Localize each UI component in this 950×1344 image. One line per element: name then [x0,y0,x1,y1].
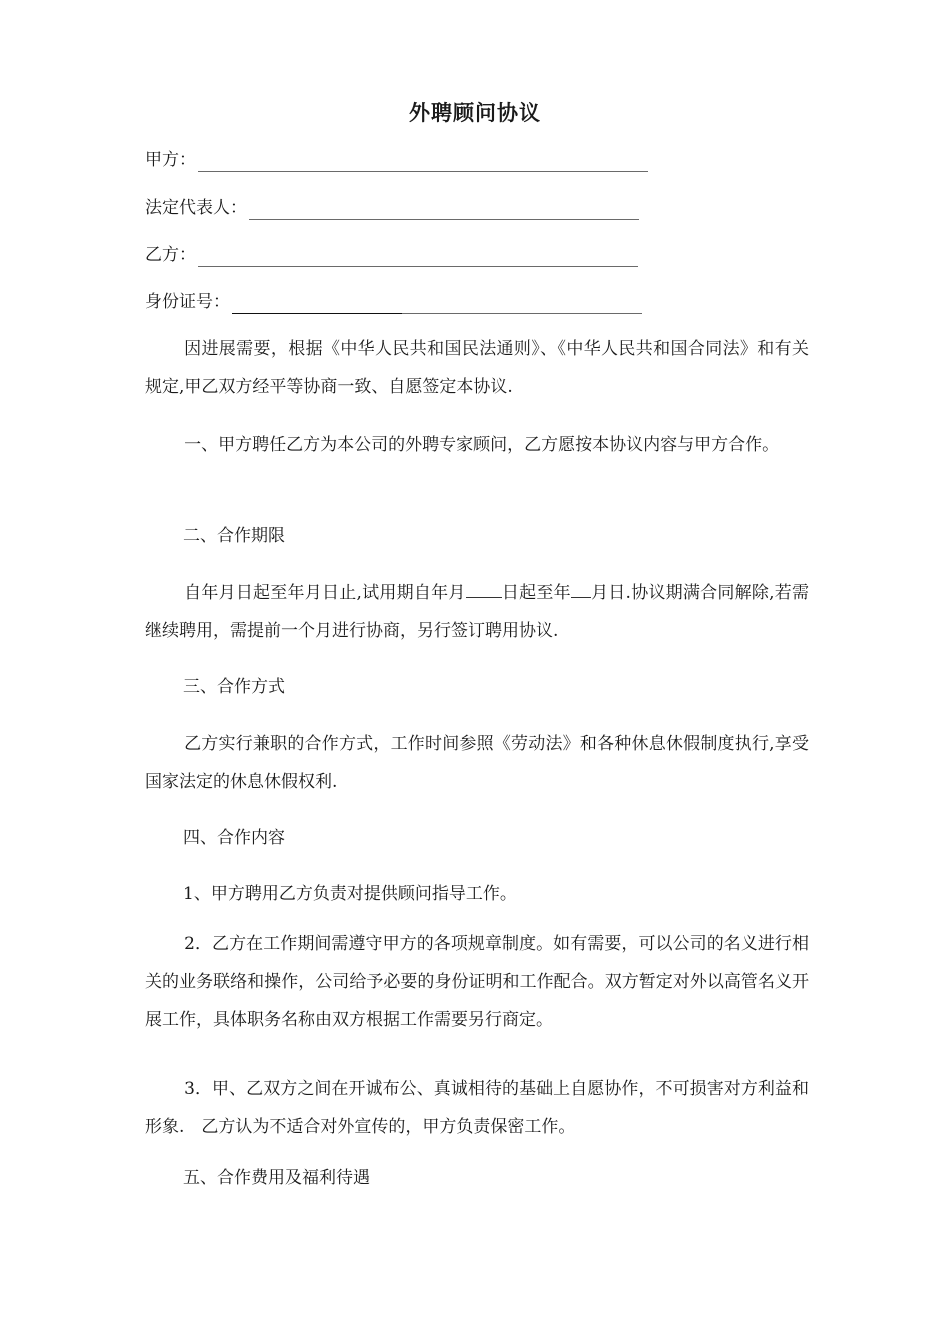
party-a-blank-line[interactable] [198,152,648,172]
section-2-paragraph [145,574,809,650]
clause-1-paragraph: 一、甲方聘任乙方为本公司的外聘专家顾问，乙方愿按本协议内容与甲方合作。 [184,435,780,455]
section-2-heading: 二、合作期限 [183,526,285,546]
id-number-blank-line[interactable] [232,294,642,314]
legal-representative-blank-line[interactable] [249,200,639,220]
section-5-heading: 五、合作费用及福利待遇 [183,1168,370,1188]
legal-representative-label: 法定代表人： [145,198,247,218]
section-3-heading: 三、合作方式 [183,677,285,697]
section-2-text-part2: 日起至年 [501,583,571,603]
section-2-text-part3: 月日.协议期满合同解除,若需继续聘用，需提前一个月进行协商，另行签订聘用协议. [145,583,810,641]
id-number-label: 身份证号： [145,292,230,312]
section-2-text-part1: 自年月日起至年月日止,试用期自年月 [184,583,466,603]
item-1-paragraph: 1、甲方聘用乙方负责对提供顾问指导工作。 [183,884,517,904]
party-b-field [145,243,638,267]
intro-paragraph: 因进展需要，根据《中华人民共和国民法通则》、《中华人民共和国合同法》和有关规定,甲乙双方经平等协商一致、自愿签定本协议. [145,339,809,397]
item-3-paragraph: 3．甲、乙双方之间在开诚布公、真诚相待的基础上自愿协作，不可损害对方利益和形象. 乙方认为不适合对外宣传的，甲方负责保密工作。 [145,1079,809,1137]
section-2-blank-1[interactable] [466,580,502,598]
party-b-label: 乙方： [145,245,196,265]
legal-representative-field [145,196,639,220]
id-number-field [145,290,642,314]
document-title: 外聘顾问协议 [409,101,541,125]
party-a-field [145,148,648,172]
section-4-heading: 四、合作内容 [183,828,285,848]
section-2-blank-2[interactable] [571,580,591,598]
party-b-blank-line[interactable] [198,247,638,267]
section-3-paragraph: 乙方实行兼职的合作方式，工作时间参照《劳动法》和各种休息休假制度执行,享受国家法定的休息休假权利. [145,734,809,792]
item-2-paragraph: 2．乙方在工作期间需遵守甲方的各项规章制度。如有需要，可以公司的名义进行相关的业务联络和操作，公司给予必要的身份证明和工作配合。双方暂定对外以高管名义开展工作，具体职务名称由双方根据工作需要另行商定。 [145,934,809,1030]
party-a-label: 甲方： [145,150,196,170]
